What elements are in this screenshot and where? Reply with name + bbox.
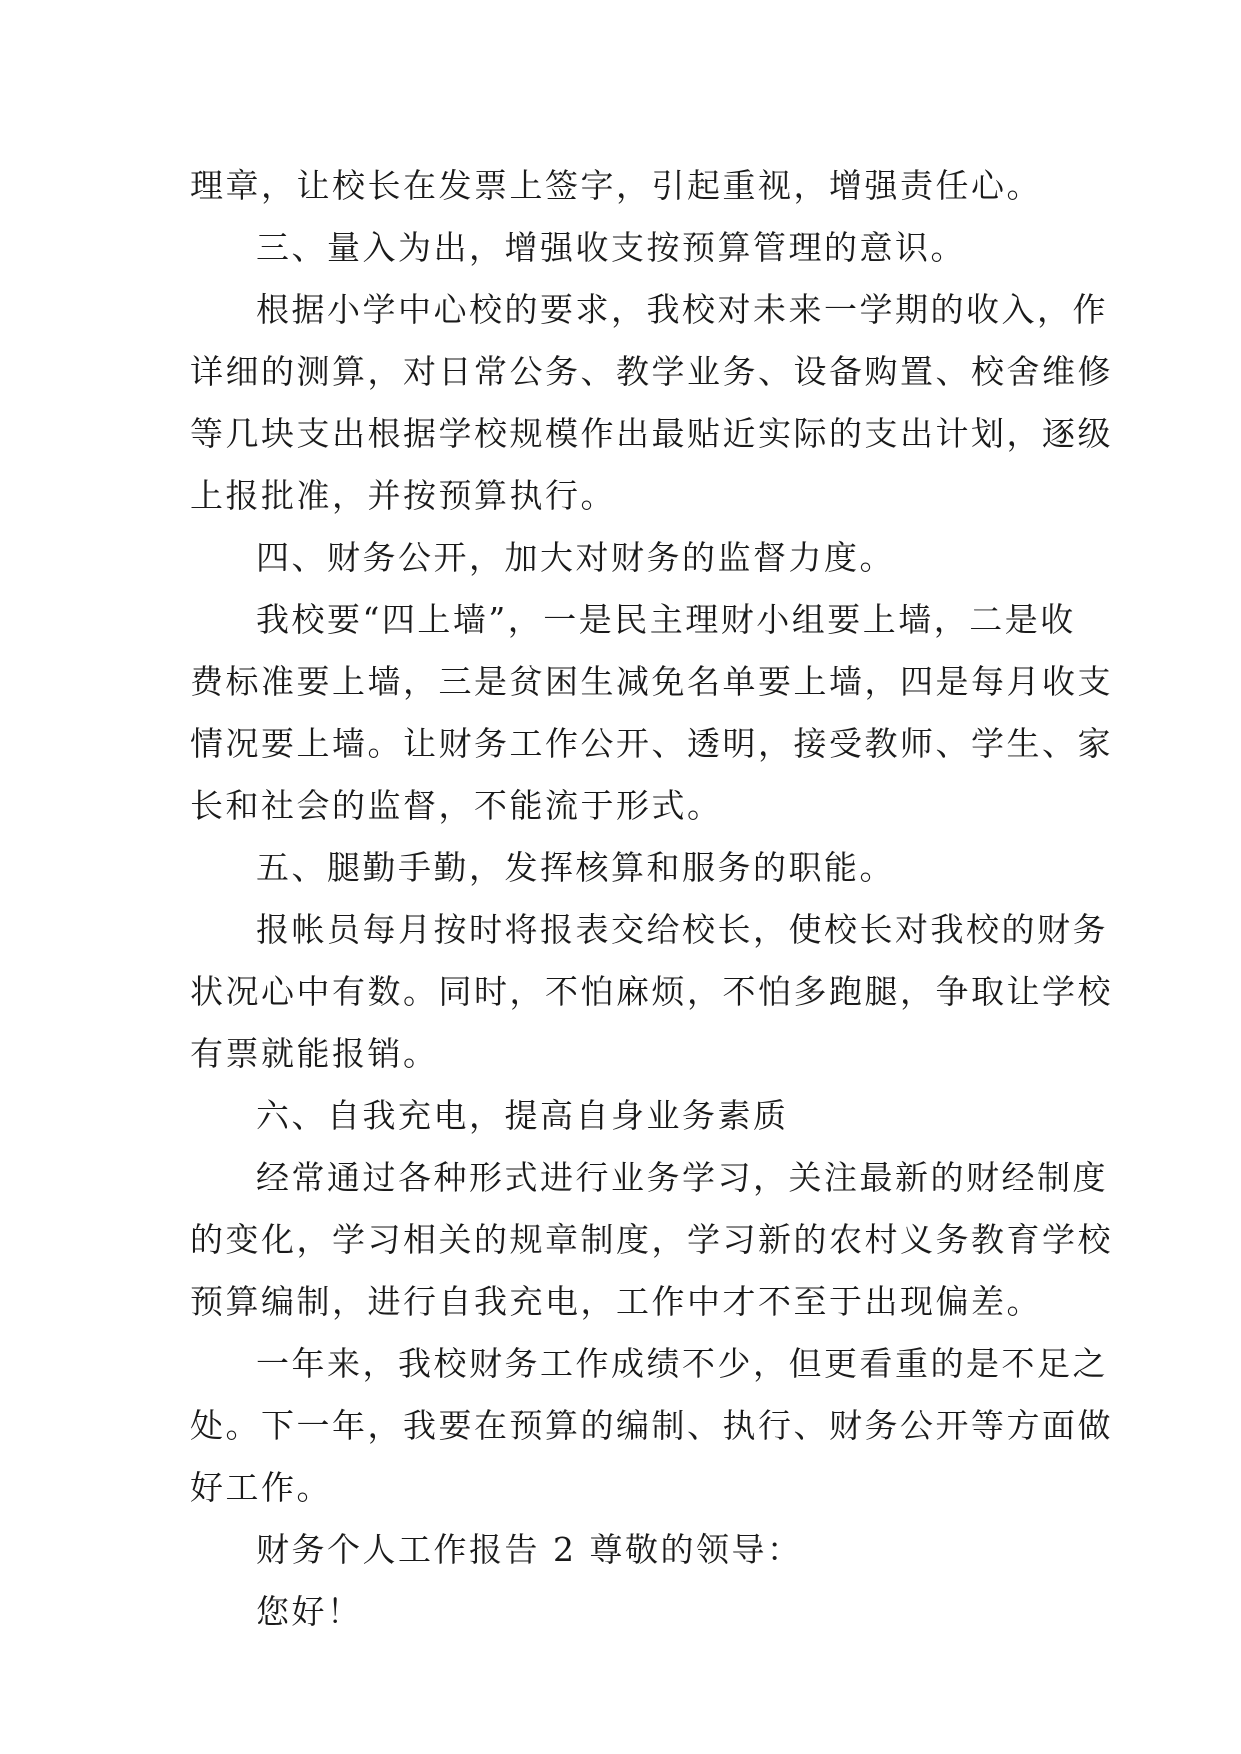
text-line: 情况要上墙。让财务工作公开、透明，接受教师、学生、家 bbox=[190, 724, 1113, 763]
text-line: 一年来，我校财务工作成绩不少，但更看重的是不足之 bbox=[256, 1344, 1108, 1383]
text-line: 上报批准，并按预算执行。 bbox=[190, 476, 616, 515]
text-line: 详细的测算，对日常公务、教学业务、设备购置、校舍维修 bbox=[190, 352, 1113, 391]
text-line: 好工作。 bbox=[190, 1468, 332, 1507]
text-line: 费标准要上墙，三是贫困生减免名单要上墙，四是每月收支 bbox=[190, 662, 1113, 701]
section-heading: 三、量入为出，增强收支按预算管理的意识。 bbox=[256, 228, 966, 267]
text-line: 长和社会的监督，不能流于形式。 bbox=[190, 786, 723, 825]
text-line: 理章，让校长在发票上签字，引起重视，增强责任心。 bbox=[190, 166, 1042, 205]
text-line: 我校要“四上墙”，一是民主理财小组要上墙，二是收 bbox=[256, 600, 1076, 639]
text-line: 预算编制，进行自我充电，工作中才不至于出现偏差。 bbox=[190, 1282, 1042, 1321]
text-line: 等几块支出根据学校规模作出最贴近实际的支出计划，逐级 bbox=[190, 414, 1113, 453]
document-body bbox=[190, 155, 1113, 1643]
text-line: 处。下一年，我要在预算的编制、执行、财务公开等方面做 bbox=[190, 1406, 1113, 1445]
text-line: 经常通过各种形式进行业务学习，关注最新的财经制度 bbox=[256, 1158, 1108, 1197]
section-heading: 五、腿勤手勤，发挥核算和服务的职能。 bbox=[256, 848, 895, 887]
text-line: 根据小学中心校的要求，我校对未来一学期的收入，作 bbox=[256, 290, 1108, 329]
text-line: 报帐员每月按时将报表交给校长，使校长对我校的财务 bbox=[256, 910, 1108, 949]
section-heading: 四、财务公开，加大对财务的监督力度。 bbox=[256, 538, 895, 577]
text-line: 的变化，学习相关的规章制度，学习新的农村义务教育学校 bbox=[190, 1220, 1113, 1259]
report-title-line: 财务个人工作报告 2 尊敬的领导： bbox=[256, 1530, 803, 1569]
greeting-line: 您好！ bbox=[256, 1592, 363, 1631]
text-line: 有票就能报销。 bbox=[190, 1034, 439, 1073]
text-line: 状况心中有数。同时，不怕麻烦，不怕多跑腿，争取让学校 bbox=[190, 972, 1113, 1011]
section-heading: 六、自我充电，提高自身业务素质 bbox=[256, 1096, 789, 1135]
